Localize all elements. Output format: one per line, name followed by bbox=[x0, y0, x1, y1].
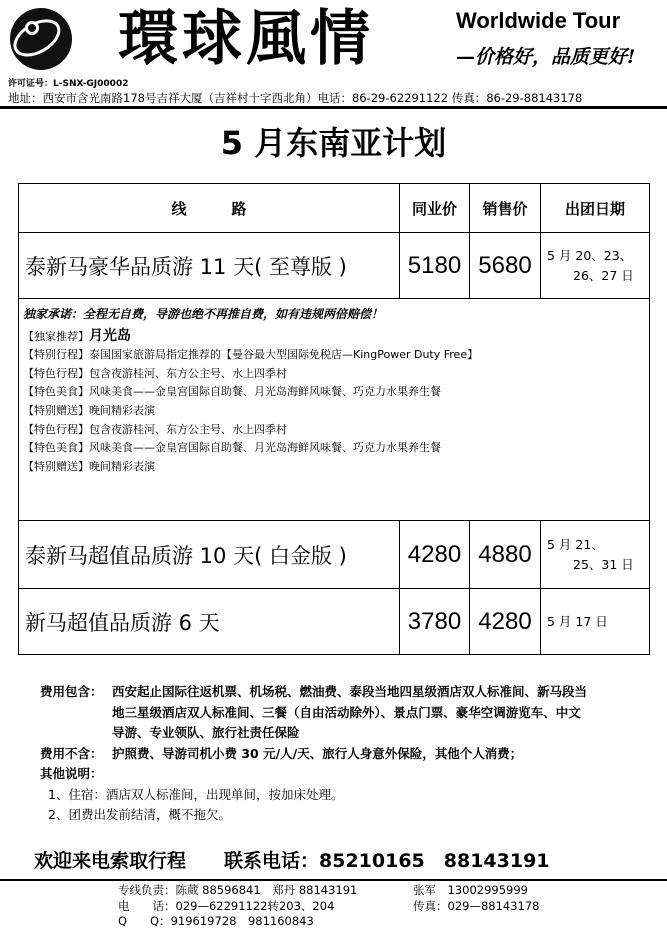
itinerary-details bbox=[19, 299, 650, 521]
table-header-row bbox=[19, 184, 650, 233]
detail-line: 【特色行程】包含夜游桂河、东方公主号、水上四季村 bbox=[23, 422, 287, 436]
other-notes-label: 其他说明： bbox=[40, 766, 103, 781]
page-title: 5 月东南亚计划 bbox=[220, 124, 447, 162]
date-line-2: 26、27 日 bbox=[573, 267, 634, 283]
table-row bbox=[19, 589, 650, 655]
table-row bbox=[19, 521, 650, 589]
date-line-1: 5 月 20、23、 bbox=[547, 247, 633, 263]
detail-line: 【特色美食】风味美食——金皇宫国际自助餐、月光岛海鲜风味餐、巧克力水果养生餐 bbox=[23, 441, 441, 455]
trade-price: 3780 bbox=[400, 589, 470, 655]
header-route: 线 路 bbox=[19, 184, 400, 233]
header-trade-price: 同业价 bbox=[400, 184, 470, 233]
fees-included-line-2: 地三星级酒店双人标准间、三餐（自由活动除外）、景点门票、豪华空调游览车、中文 bbox=[112, 704, 581, 720]
promise-text: 独家承诺：全程无自费，导游也绝不再推自费，如有违规两倍赔偿！ bbox=[23, 307, 384, 321]
footer-line-1: 专线负责：陈葳 88596841 郑丹 88143191 张军 13002995999 bbox=[118, 883, 528, 897]
header-divider bbox=[0, 106, 667, 109]
slogan: —价格好，品质更好! bbox=[456, 46, 636, 68]
fees-included: 费用包含： 西安起止国际往返机票、机场税、燃油费、泰段当地四星级酒店双人标准间、新马段当 bbox=[40, 684, 588, 699]
footer-line-3: Q Q：919619728 981160843 bbox=[118, 914, 314, 928]
address-line: 地址：西安市含光南路178号吉祥大厦（吉祥村十字西北角）电话：86-29-62291122 传真：86-29-88143178 bbox=[8, 91, 583, 105]
sale-price: 4880 bbox=[470, 521, 541, 589]
details-row bbox=[19, 299, 650, 521]
date-line-1: 5 月 21、 bbox=[547, 536, 604, 552]
footer-contacts bbox=[118, 883, 539, 930]
sale-price: 4280 bbox=[470, 589, 541, 655]
brand-english: Worldwide Tour bbox=[456, 8, 621, 33]
contact-phone-line: 欢迎来电索取行程 联系电话：85210165 88143191 bbox=[34, 850, 550, 872]
table-row bbox=[19, 233, 650, 299]
fees-excluded: 费用不含： 护照费、导游司机小费 30 元/人/天、旅行人身意外保险，其他个人消费； bbox=[40, 745, 523, 761]
sale-price: 5680 bbox=[470, 233, 541, 299]
route-name: 泰新马超值品质游 10 天( 白金版 ) bbox=[19, 521, 400, 589]
trade-price: 4280 bbox=[400, 521, 470, 589]
brand-name: 環球風情 bbox=[118, 4, 374, 74]
detail-line: 【独家推荐】月光岛 bbox=[23, 327, 131, 344]
fees-section bbox=[40, 682, 640, 826]
departure-date bbox=[541, 589, 650, 655]
footer-divider bbox=[0, 879, 667, 881]
header-sale-price: 销售价 bbox=[470, 184, 541, 233]
detail-line: 【特色美食】风味美食——金皇宫国际自助餐、月光岛海鲜风味餐、巧克力水果养生餐 bbox=[23, 385, 441, 399]
detail-line: 【特别赠送】晚间精彩表演 bbox=[23, 403, 155, 417]
header-departure-date: 出团日期 bbox=[541, 184, 650, 233]
globe-logo-icon bbox=[8, 6, 74, 72]
departure-date bbox=[541, 233, 650, 299]
fees-included-line-3: 导游、专业领队、旅行社责任保险 bbox=[112, 725, 300, 740]
note-1: 1、住宿：酒店双人标准间，出现单间，按加床处理。 bbox=[48, 786, 344, 802]
date-line-2: 25、31 日 bbox=[573, 556, 634, 572]
license-number: 许可证号：L-SNX-GJ00002 bbox=[8, 79, 129, 89]
departure-date bbox=[541, 521, 650, 589]
footer-line-2: 电 话：029—62291122转203、204 传真：029—88143178 bbox=[118, 898, 540, 913]
detail-line: 【特别行程】泰国国家旅游局指定推荐的【曼谷最大型国际免税店—KingPower Duty Free】 bbox=[23, 348, 479, 362]
date-line-1: 5 月 17 日 bbox=[547, 613, 608, 629]
trade-price: 5180 bbox=[400, 233, 470, 299]
note-2: 2、团费出发前结清，概不拖欠。 bbox=[48, 807, 231, 822]
tour-table bbox=[18, 183, 650, 655]
detail-line: 【特别赠送】晚间精彩表演 bbox=[23, 459, 155, 473]
detail-line: 【特色行程】包含夜游桂河、东方公主号、水上四季村 bbox=[23, 366, 287, 380]
route-name: 泰新马豪华品质游 11 天( 至尊版 ) bbox=[19, 233, 400, 299]
route-name: 新马超值品质游 6 天 bbox=[19, 589, 400, 655]
